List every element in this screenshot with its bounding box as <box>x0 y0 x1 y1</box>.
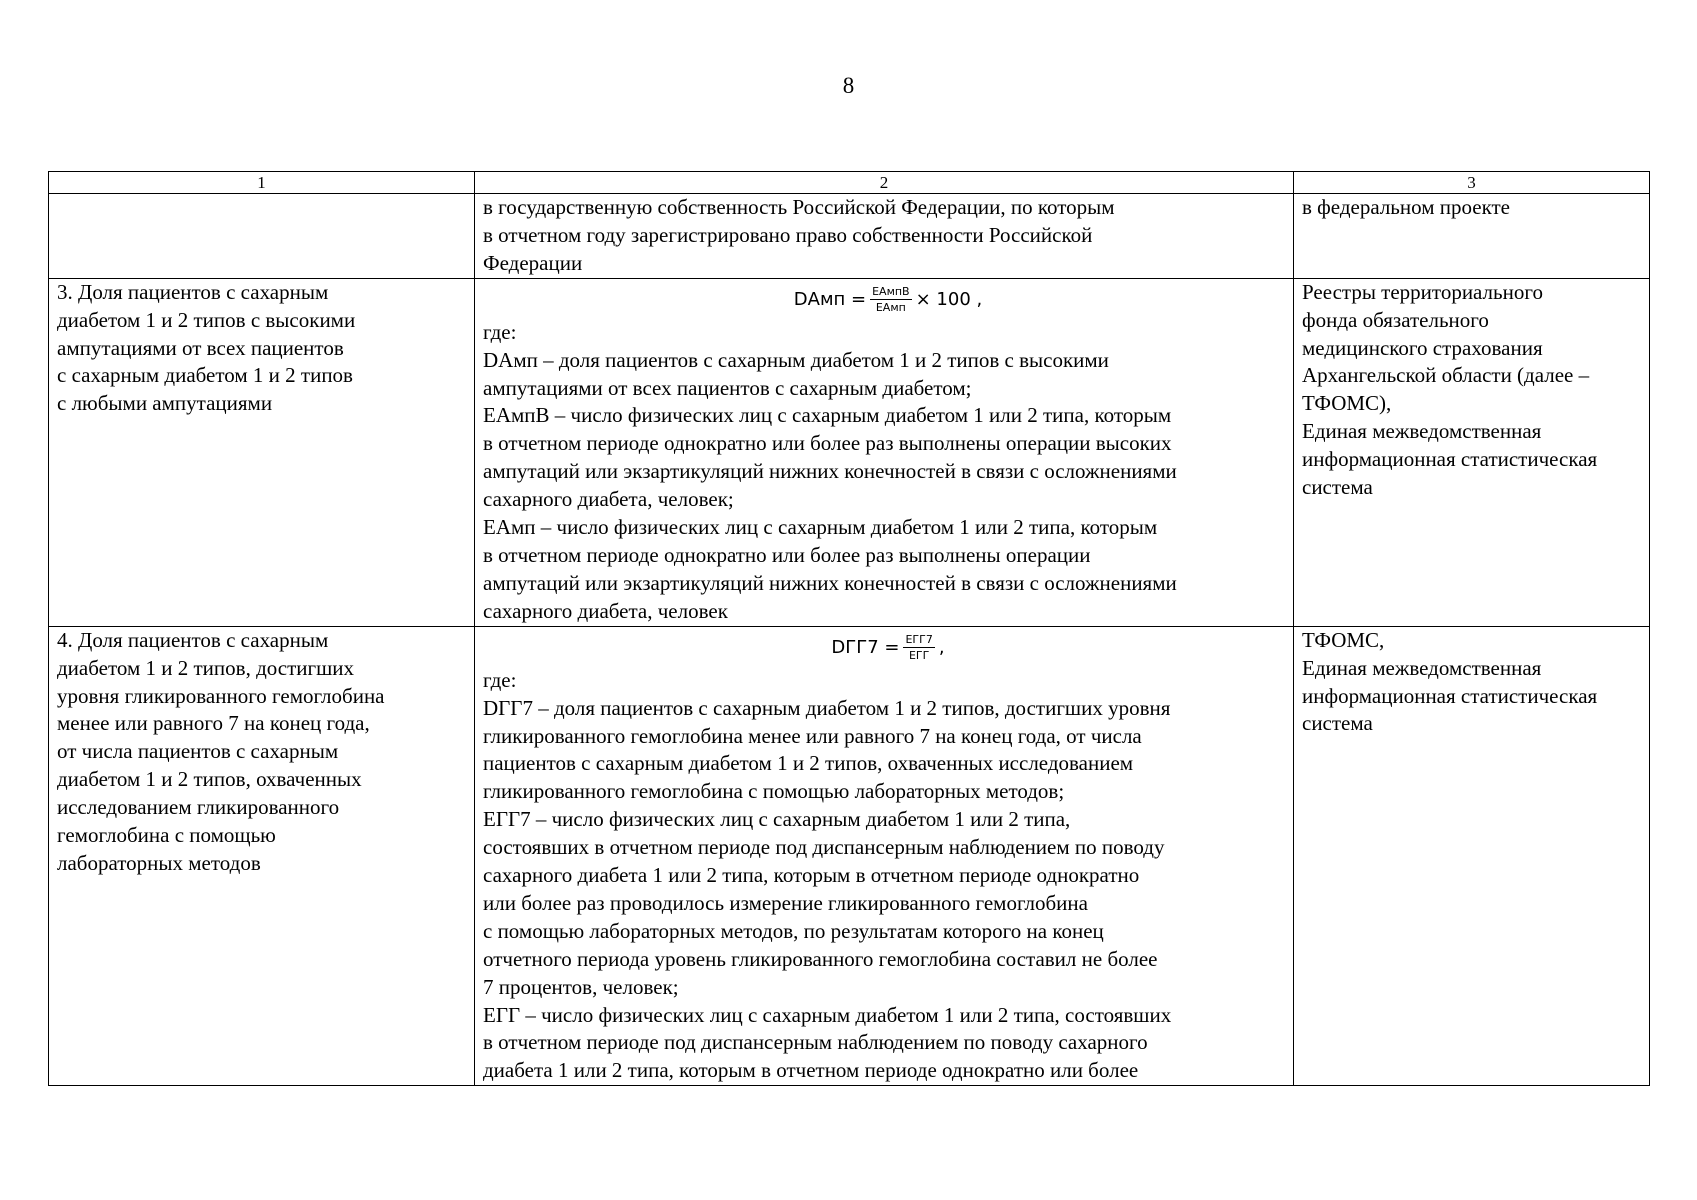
text-line: гликированного гемоглобина менее или равного 7 на конец года, от числа <box>483 723 1142 748</box>
where-label: где: <box>483 667 517 692</box>
continuation-source-cell <box>1294 194 1650 279</box>
text-line: от числа пациентов с сахарным <box>57 739 339 764</box>
indicator-4-row <box>49 626 1650 1086</box>
text-line: диабетом 1 и 2 типов, охваченных <box>57 767 362 792</box>
text-line: информационная статистическая <box>1302 447 1598 472</box>
column-number-row <box>49 172 1650 194</box>
where-label: где: <box>483 319 517 344</box>
text-line: с помощью лабораторных методов, по результатам которого на конец <box>483 918 1104 943</box>
text-line: система <box>1302 711 1373 736</box>
indicator-3-formula <box>483 279 1293 319</box>
formula-tail: , <box>938 636 945 658</box>
formula-tail: × 100 , <box>915 288 983 310</box>
indicator-4-formula <box>483 627 1293 667</box>
text-line: ампутаций или экзартикуляций нижних конечностей в связи с осложнениями <box>483 570 1177 595</box>
text-line: с сахарным диабетом 1 и 2 типов <box>57 363 353 388</box>
text-line: пациентов с сахарным диабетом 1 и 2 типов, охваченных исследованием <box>483 751 1134 776</box>
text-line: DАмп – доля пациентов с сахарным диабетом 1 и 2 типов с высокими <box>483 347 1109 372</box>
text-line: гликированного гемоглобина с помощью лабораторных методов; <box>483 779 1065 804</box>
text-line: гемоглобина с помощью <box>57 823 276 848</box>
column-number-2: 2 <box>475 172 1294 194</box>
continuation-method-cell <box>475 194 1294 279</box>
text-line: в государственную собственность Российской Федерации, по которым <box>483 195 1115 219</box>
formula-numerator: ЕАмпВ <box>872 285 910 299</box>
column-number-1: 1 <box>49 172 475 194</box>
text-line: ЕАмпВ – число физических лиц с сахарным диабетом 1 или 2 типа, которым <box>483 403 1172 428</box>
text-line: сахарного диабета, человек <box>483 598 728 623</box>
indicator-3-name <box>49 278 475 626</box>
text-line: ТФОМС), <box>1302 391 1392 416</box>
text-line: система <box>1302 475 1373 500</box>
text-line: в отчетном году зарегистрировано право собственности Российской <box>483 222 1093 247</box>
text-line: в отчетном периоде однократно или более раз выполнены операции высоких <box>483 431 1172 456</box>
text-line: 7 процентов, человек; <box>483 974 679 999</box>
text-line: уровня гликированного гемоглобина <box>57 683 385 708</box>
formula-fraction <box>903 633 934 662</box>
column-number-3: 3 <box>1294 172 1650 194</box>
text-line: ампутаций или экзартикуляций нижних конечностей в связи с осложнениями <box>483 459 1177 484</box>
continuation-name-cell <box>49 194 475 279</box>
text-line: исследованием гликированного <box>57 795 340 820</box>
text-line: диабета 1 или 2 типа, которым в отчетном периоде однократно или более <box>483 1058 1139 1083</box>
text-line: диабетом 1 и 2 типов, достигших <box>57 655 355 680</box>
text-line: с любыми ампутациями <box>57 391 273 416</box>
formula-fraction <box>870 285 912 314</box>
text-line: Единая межведомственная <box>1302 655 1542 680</box>
formula-denominator: ЕГГ <box>908 649 930 663</box>
text-line: ампутациями от всех пациентов с сахарным диабетом; <box>483 375 972 400</box>
page-number: 8 <box>842 73 855 98</box>
text-line: фонда обязательного <box>1302 307 1489 332</box>
formula-lhs: DГГ7 = <box>831 636 900 658</box>
text-line: в отчетном периоде однократно или более раз выполнены операции <box>483 542 1091 567</box>
text-line: информационная статистическая <box>1302 683 1598 708</box>
text-line: сахарного диабета 1 или 2 типа, которым в отчетном периоде однократно <box>483 863 1140 888</box>
text-line: ЕАмп – число физических лиц с сахарным диабетом 1 или 2 типа, которым <box>483 515 1158 540</box>
text-line: лабораторных методов <box>57 850 261 875</box>
indicator-4-name <box>49 626 475 1086</box>
text-line: сахарного диабета, человек; <box>483 487 734 512</box>
formula-lhs: DАмп = <box>793 288 867 310</box>
text-line: в отчетном периоде под диспансерным наблюдением по поводу сахарного <box>483 1030 1148 1055</box>
text-line: ЕГГ – число физических лиц с сахарным диабетом 1 или 2 типа, состоявших <box>483 1002 1172 1027</box>
text-line: ЕГГ7 – число физических лиц с сахарным диабетом 1 или 2 типа, <box>483 807 1071 832</box>
formula-numerator: ЕГГ7 <box>905 633 933 647</box>
text-line: Федерации <box>483 250 583 275</box>
text-line: менее или равного 7 на конец года, <box>57 711 370 736</box>
text-line: Архангельской области (далее – <box>1302 363 1590 388</box>
text-line: диабетом 1 и 2 типов с высокими <box>57 307 356 332</box>
text-line: медицинского страхования <box>1302 335 1543 360</box>
text-line: ТФОМС, <box>1302 627 1385 652</box>
text-line: отчетного периода уровень гликированного гемоглобина составил не более <box>483 946 1158 971</box>
text-line: 3. Доля пациентов с сахарным <box>57 279 329 304</box>
continuation-row <box>49 194 1650 279</box>
text-line: состоявших в отчетном периоде под диспансерным наблюдением по поводу <box>483 835 1165 860</box>
text-line: 4. Доля пациентов с сахарным <box>57 627 329 652</box>
indicator-4-source <box>1294 626 1650 1086</box>
text-line: или более раз проводилось измерение гликированного гемоглобина <box>483 890 1088 915</box>
text-line: в федеральном проекте <box>1302 195 1511 219</box>
text-line: DГГ7 – доля пациентов с сахарным диабетом 1 и 2 типов, достигших уровня <box>483 695 1171 720</box>
text-line: Реестры территориального <box>1302 279 1543 304</box>
text-line: ампутациями от всех пациентов <box>57 335 344 360</box>
formula-denominator: ЕАмп <box>875 301 906 315</box>
indicator-3-row <box>49 278 1650 626</box>
indicator-3-method <box>475 278 1294 626</box>
text-line: Единая межведомственная <box>1302 419 1542 444</box>
indicators-table <box>48 171 1650 1086</box>
indicator-3-source <box>1294 278 1650 626</box>
indicator-4-method <box>475 626 1294 1086</box>
